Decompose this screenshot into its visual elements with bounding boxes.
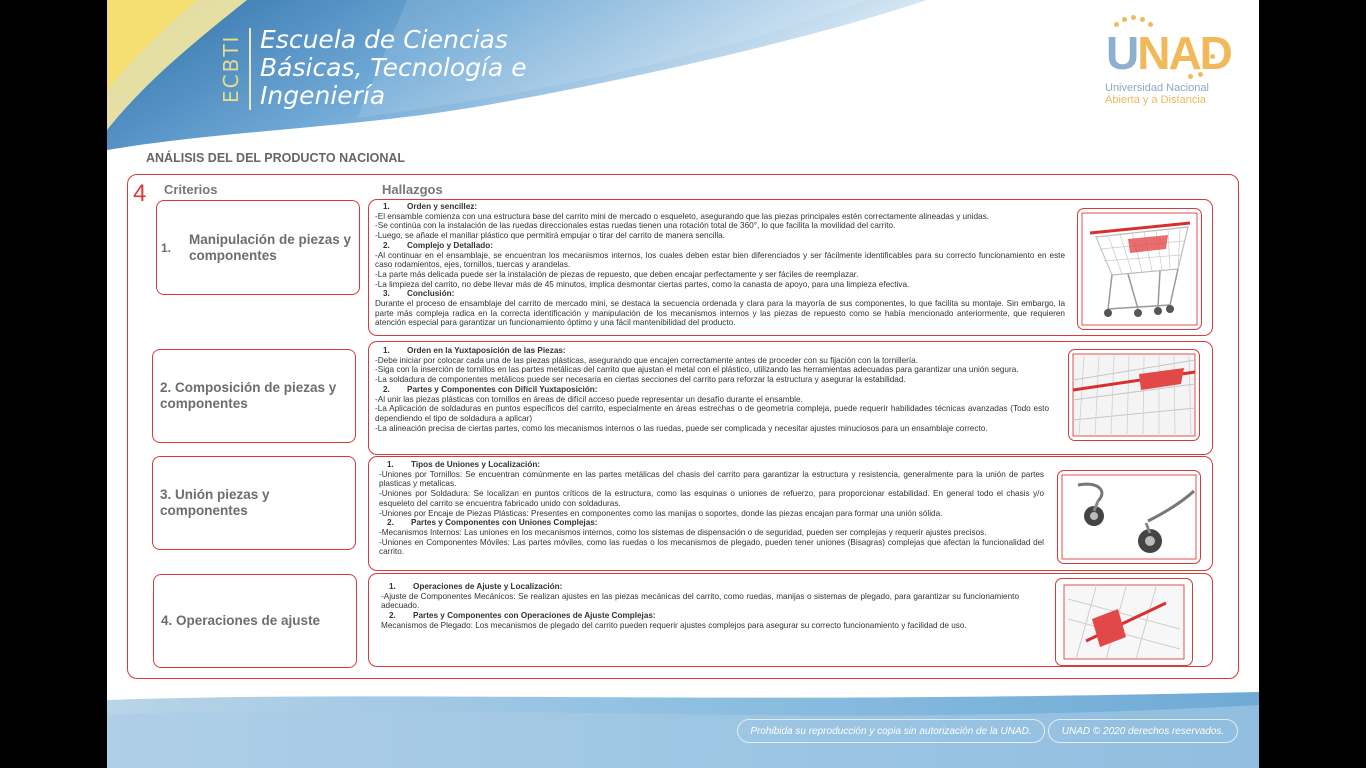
finding-heading-text: Tipos de Uniones y Localización: bbox=[411, 460, 541, 469]
finding-paragraph: -Ajuste de Componentes Mecánicos: Se realizan ajustes en las piezas mecánicas del carrito, como ruedas, manijas o sistemas de plegado, para garantizar su funcionamiento adecuado. bbox=[381, 591, 1019, 611]
finding-heading-number: 1. bbox=[383, 202, 390, 211]
finding-heading-number: 2. bbox=[383, 240, 390, 250]
finding-paragraph: -Se continúa con la instalación de las ruedas direccionales estas ruedas tienen una rotación total de 360°, lo que facilita la movilidad del carrito. bbox=[375, 221, 896, 231]
finding-heading-text: Partes y Componentes con Difícil Yuxtaposición: bbox=[407, 384, 598, 394]
footer-copyright: UNAD © 2020 derechos reservados. bbox=[1048, 719, 1238, 743]
finding-paragraph: -Mecanismos Internos: Las uniones en los mecanismos internos, como los sistemas de dispensación o de seguridad, pueden ser complejas y requerir ajustes precisos. bbox=[379, 527, 987, 537]
slide bbox=[107, 0, 1259, 768]
logo-letters-nad: NAD bbox=[1137, 27, 1231, 79]
ecbti-acronym: ECBTI bbox=[219, 34, 243, 104]
finding-paragraph: -La soldadura de componentes metálicos puede ser necesaria en ciertas secciones del carrito para reforzar la estructura y asegurar la estabilidad. bbox=[375, 375, 906, 385]
finding-heading-text: Orden en la Yuxtaposición de las Piezas: bbox=[407, 346, 566, 355]
logo-line-2: Abierta y a Distancia bbox=[1105, 94, 1206, 106]
finding-heading bbox=[375, 346, 1049, 356]
finding-heading-number: 2. bbox=[383, 384, 390, 394]
criterio-4 bbox=[153, 574, 357, 668]
finding-heading-number: 2. bbox=[389, 611, 396, 621]
criterio-2-label: 2. Composición de piezas y componentes bbox=[160, 380, 337, 411]
table-number: 4 bbox=[133, 180, 147, 207]
finding-heading-text: Partes y Componentes con Operaciones de Ajuste Complejas: bbox=[413, 611, 656, 621]
finding-paragraph: -Uniones por Encaje de Piezas Plásticas: Presentes en componentes como las manijas o soportes, donde las piezas encajan para formar una unión sólida. bbox=[379, 508, 943, 518]
finding-heading-number: 1. bbox=[387, 460, 394, 469]
finding-heading-text: Partes y Componentes con Uniones Complejas: bbox=[411, 518, 598, 528]
criterio-1-label: Manipulación de piezas y componentes bbox=[189, 231, 352, 263]
school-line-3: Ingeniería bbox=[260, 81, 386, 110]
finding-paragraph: -Debe iniciar por colocar cada una de las piezas plásticas, asegurando que encajen correctamente antes de proceder con su fijación con la tornillería. bbox=[375, 355, 918, 365]
finding-paragraph: -La alineación precisa de ciertas partes, como los mecanismos internos o las ruedas, puede ser complicada y necesitar ajustes minuciosos para un ensamblaje correcto. bbox=[375, 423, 988, 433]
criterio-3 bbox=[152, 456, 356, 550]
finding-paragraph: -Uniones por Tornillos: Se encuentran comúnmente en las partes metálicas del chasis del carrito para garantizar la estructura y resistencia, generalmente para la unión de partes plasticas y metalicas. bbox=[379, 469, 1044, 489]
logo-line-1: Universidad Nacional bbox=[1105, 82, 1209, 94]
finding-paragraph: -Luego, se añade el manillar plástico que permitirá empujar o tirar del carrito de manera sencilla. bbox=[375, 231, 725, 241]
hallazgos-header: Hallazgos bbox=[382, 182, 443, 197]
hallazgos-2-text bbox=[375, 346, 1049, 433]
finding-heading-text: Conclusión: bbox=[407, 289, 455, 299]
finding-paragraph: -Uniones en Componentes Móviles: Las partes móviles, como las ruedas o los mecanismos de plegado, pueden tener uniones (Bisagras) complejas que afectan la funcionalidad del carrito. bbox=[379, 537, 1044, 557]
shopping-cart-image bbox=[1077, 208, 1202, 330]
finding-heading bbox=[381, 582, 1019, 592]
finding-paragraph: -Siga con la inserción de tornillos en las partes metálicas del carrito que ajustan el metal con el plástico, utilizando las herramientas adecuadas para garantizar una unión segura. bbox=[375, 365, 1019, 375]
school-line-2: Básicas, Tecnología e bbox=[260, 53, 527, 82]
logo-dot bbox=[1140, 17, 1145, 22]
finding-heading-text: Operaciones de Ajuste y Localización: bbox=[413, 582, 563, 591]
finding-heading bbox=[379, 460, 1044, 470]
unad-logo bbox=[1100, 14, 1231, 110]
criterio-1 bbox=[156, 200, 360, 295]
cart-wheels-image bbox=[1057, 470, 1201, 564]
finding-paragraph: -Al unir las piezas plásticas con tornillos en áreas de difícil acceso puede representar un desafío durante el ensamble. bbox=[375, 394, 803, 404]
school-line-1: Escuela de Ciencias bbox=[260, 25, 508, 54]
header-divider bbox=[249, 28, 251, 110]
finding-heading bbox=[375, 202, 1065, 212]
finding-heading bbox=[375, 385, 1049, 395]
criterio-4-label: 4. Operaciones de ajuste bbox=[161, 613, 321, 628]
footer-notice: Prohibida su reproducción y copia sin autorización de la UNAD. bbox=[737, 719, 1045, 743]
finding-heading bbox=[381, 611, 1019, 621]
finding-paragraph: -Al continuar en el ensamblaje, se encuentran los mecanismos internos, los cuales deben estar bien diferenciados y ser fácilmente identificables para su correcto funcionamiento en este caso rodamientos, ejes, tornillos, tuercas y arandelas. bbox=[375, 250, 1065, 270]
finding-paragraph: -El ensamble comienza con una estructura base del carrito mini de mercado o esqueleto, asegurando que las piezas principales estén correctamente alineadas y unidas. bbox=[375, 211, 989, 221]
finding-heading-number: 1. bbox=[383, 346, 390, 355]
school-name bbox=[260, 26, 527, 110]
hallazgos-3-text bbox=[379, 460, 1044, 557]
unad-wordmark bbox=[1106, 26, 1231, 80]
finding-paragraph: -La Aplicación de soldaduras en puntos específicos del carrito, especialmente en áreas estrechas o de geometría compleja, puede requerir habilidades técnicas avanzadas (Todo esto dependiendo el tipo de soldadura a aplicar) bbox=[375, 404, 1049, 423]
finding-paragraph: -Uniones por Soldadura: Se localizan en puntos críticos de la estructura, como las esquinas o uniones de refuerzo, para proporcionar estabilidad. En general todo el chasis y/o esqueleto del carrito se encuentra fabricado unido con soldaduras. bbox=[379, 489, 1044, 508]
criterios-header: Criterios bbox=[164, 182, 218, 197]
cart-basket-closeup-image bbox=[1068, 349, 1200, 441]
finding-paragraph: -La parte más delicada puede ser la instalación de piezas de repuesto, que deben encajar perfectamente y ser fáciles de reemplazar. bbox=[375, 269, 859, 279]
criterio-2 bbox=[152, 349, 356, 443]
finding-heading-number: 2. bbox=[387, 518, 394, 528]
logo-letter-u: U bbox=[1106, 27, 1138, 79]
finding-heading-text: Orden y sencillez: bbox=[407, 202, 478, 211]
criterio-3-label: 3. Unión piezas y componentes bbox=[160, 487, 270, 518]
finding-paragraph: -La limpieza del carrito, no debe llevar más de 45 minutos, implica desmontar ciertas partes, como la canasta de apoyo, para una limpieza efectiva. bbox=[375, 279, 910, 289]
hallazgos-1-text bbox=[375, 202, 1065, 328]
finding-heading-number: 3. bbox=[383, 289, 390, 299]
finding-heading-text: Complejo y Detallado: bbox=[407, 240, 493, 250]
cart-child-seat-image bbox=[1055, 578, 1193, 666]
logo-dot bbox=[1131, 15, 1136, 20]
finding-heading bbox=[375, 241, 1065, 251]
finding-heading bbox=[379, 518, 1044, 528]
finding-paragraph: Durante el proceso de ensamblaje del carrito de mercado mini, se destaca la secuencia ordenada y clara para la mayoría de sus componentes, lo que facilita su montaje. Sin embargo, la parte más compleja radica en la correcta identificación y manipulación de los mecanismos internos y las piezas de repuesto como se había mencionado anteriormente, que requieren atención especial para garantizar un funcionamiento óptimo y una fácil mantenibilidad del producto. bbox=[375, 299, 1065, 328]
hallazgos-4-text bbox=[381, 582, 1019, 631]
finding-heading-number: 1. bbox=[389, 582, 396, 591]
logo-dot bbox=[1122, 17, 1127, 22]
finding-paragraph: Mecanismos de Plegado: Los mecanismos de plegado del carrito pueden requerir ajustes complejos para asegurar su correcto funcionamiento y facilidad de uso. bbox=[381, 620, 967, 630]
page-title: ANÁLISIS DEL DEL PRODUCTO NACIONAL bbox=[146, 151, 406, 165]
criterio-1-number: 1. bbox=[161, 240, 172, 255]
finding-heading bbox=[375, 289, 1065, 299]
unad-subtitle bbox=[1105, 82, 1209, 106]
